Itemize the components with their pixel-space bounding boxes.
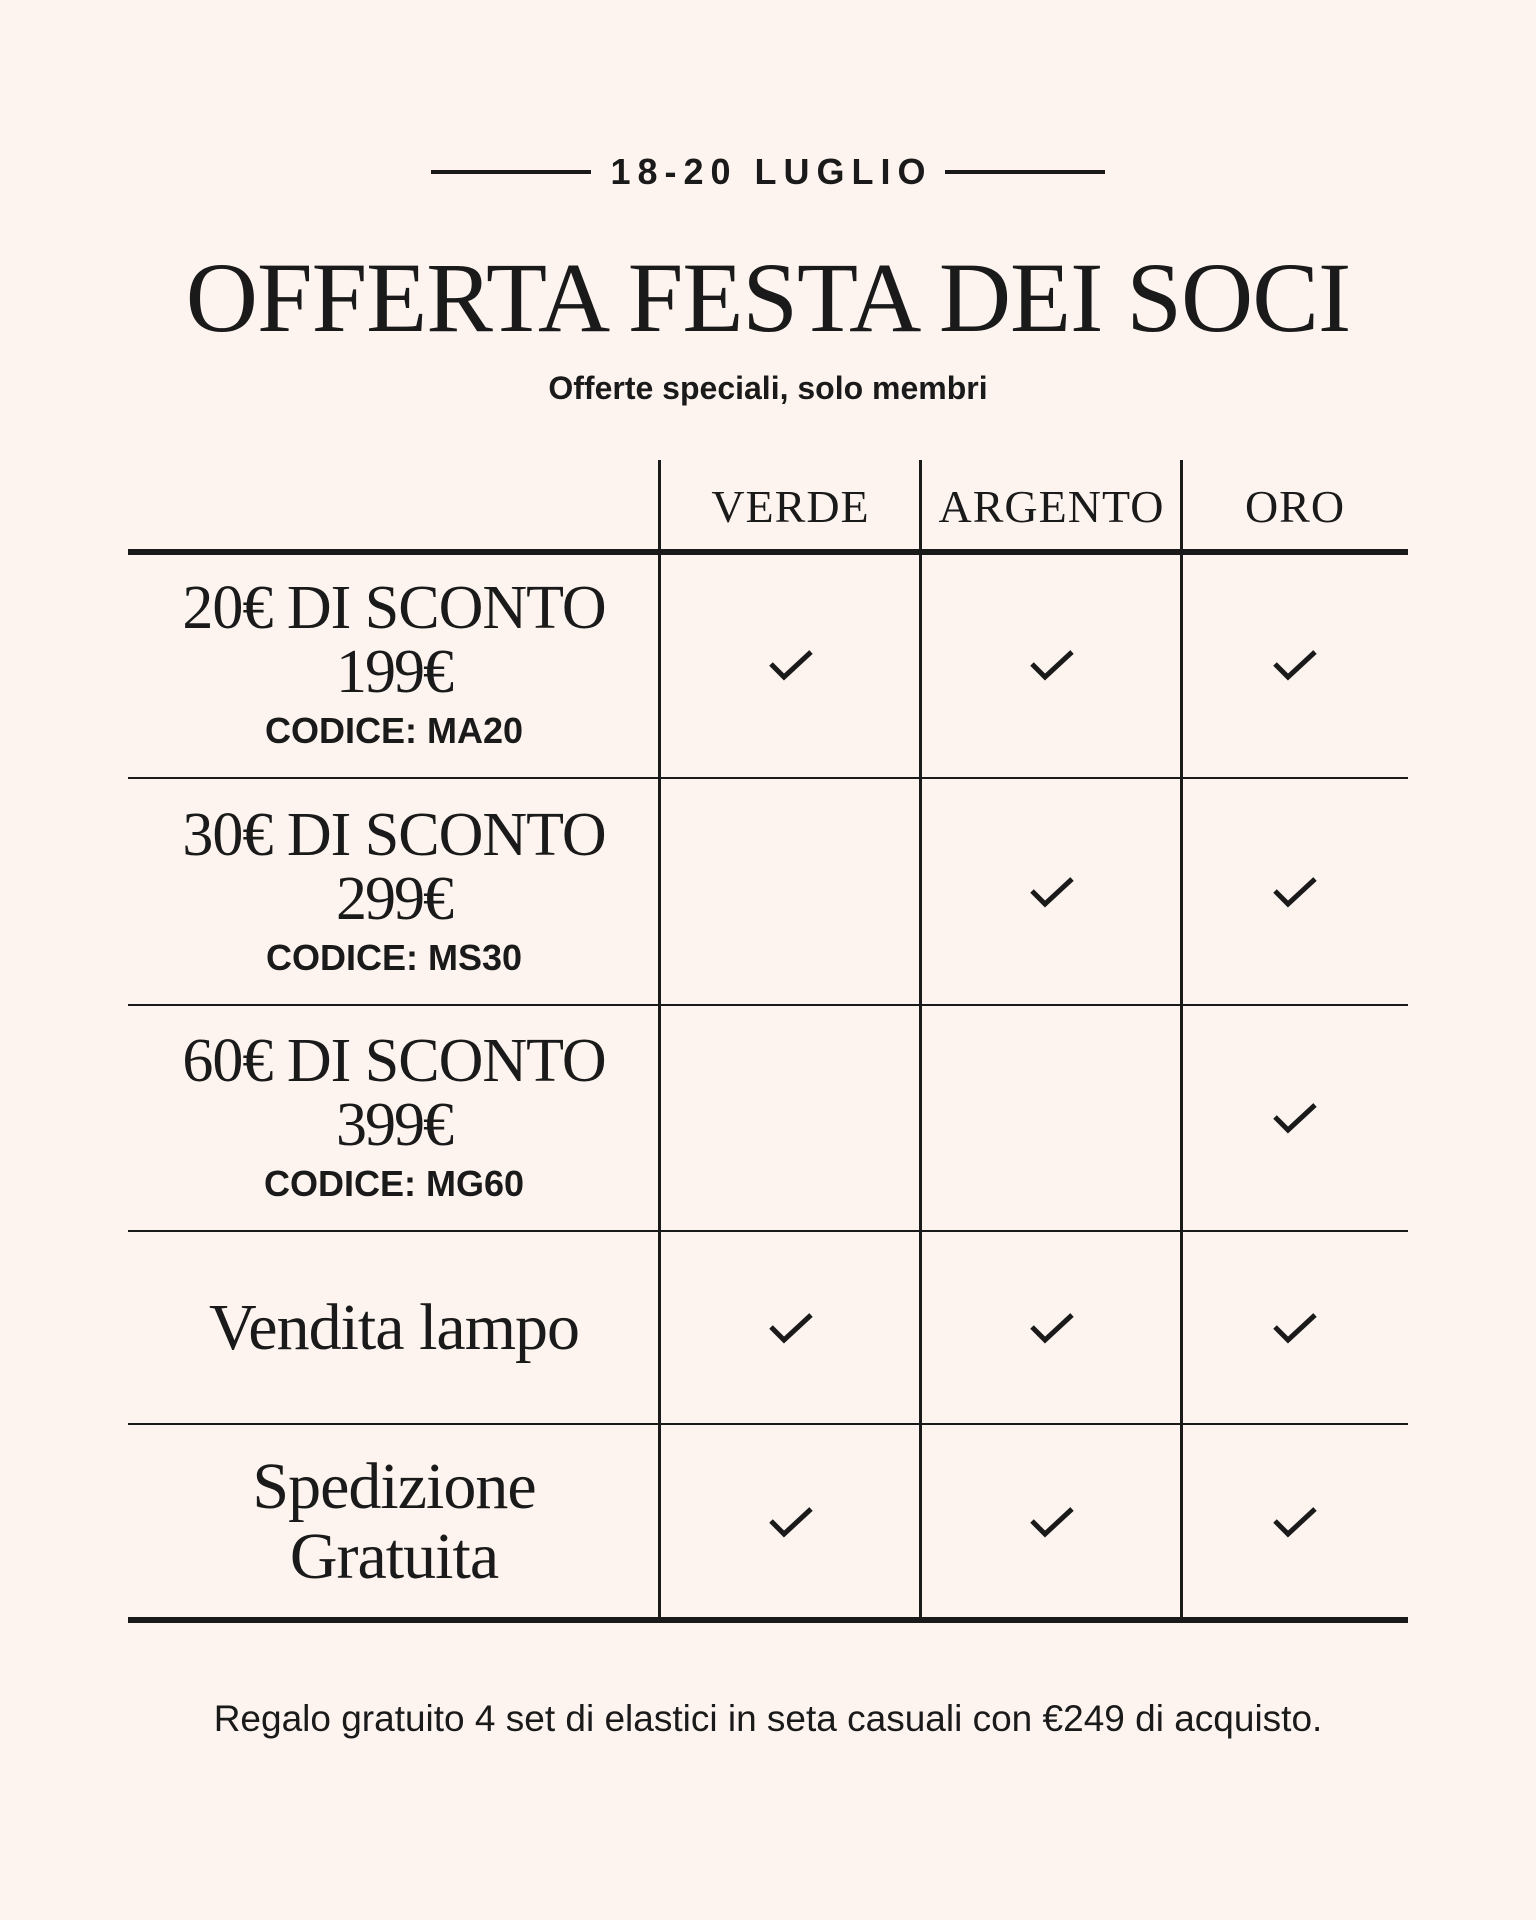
offer-label-cell (128, 552, 660, 778)
check-icon (1028, 1504, 1076, 1540)
check-icon (1271, 1310, 1319, 1346)
offer-label-cell (128, 778, 660, 1005)
date-rule-left (431, 170, 591, 174)
check-cell-argento (921, 1424, 1182, 1620)
date-label: 18-20 LUGLIO (610, 151, 933, 192)
discount-amount: 60€ DI SCONTO (182, 1027, 606, 1095)
date-banner (0, 150, 1536, 194)
page-subtitle: Offerte speciali, solo membri (548, 370, 988, 406)
check-cell-oro (1182, 552, 1408, 778)
check-icon (767, 647, 815, 683)
column-header-oro: ORO (1244, 480, 1346, 532)
check-cell-oro (1182, 1424, 1408, 1620)
offer-price: 299€ (336, 864, 452, 933)
check-icon (767, 1310, 815, 1346)
check-cell-oro (1182, 1231, 1408, 1424)
feature-label-cell (128, 1424, 660, 1620)
table-row (128, 552, 1408, 778)
row-divider (128, 1230, 1408, 1232)
check-icon (1028, 1310, 1076, 1346)
bottom-rule (128, 1617, 1408, 1623)
check-icon (1271, 1100, 1319, 1136)
check-icon (1271, 874, 1319, 910)
column-header-argento: ARGENTO (938, 480, 1165, 532)
check-icon (1028, 874, 1076, 910)
check-cell-oro (1182, 778, 1408, 1005)
row-divider (128, 1004, 1408, 1006)
check-cell-verde (660, 552, 921, 778)
check-cell-argento (921, 1005, 1182, 1231)
table-row (128, 1005, 1408, 1231)
feature-label-line-1: Spedizione (252, 1450, 536, 1523)
offer-price: 199€ (336, 638, 452, 706)
table-row (128, 778, 1408, 1005)
promo-code: CODICE: MS30 (265, 936, 523, 978)
promo-code: CODICE: MA20 (264, 710, 524, 751)
gift-note: Regalo gratuito 4 set di elastici in seta casuali con €249 di acquisto. (213, 1698, 1323, 1739)
column-divider (1180, 460, 1183, 1620)
check-icon (1028, 647, 1076, 683)
column-divider (658, 460, 661, 1620)
check-icon (1271, 647, 1319, 683)
feature-label: Vendita lampo (208, 1290, 580, 1364)
row-divider (128, 1423, 1408, 1425)
check-cell-verde (660, 1231, 921, 1424)
check-cell-argento (921, 1231, 1182, 1424)
offer-label-cell (128, 1005, 660, 1231)
table-row (128, 1424, 1408, 1620)
column-divider (919, 460, 922, 1620)
offer-price: 399€ (336, 1091, 452, 1159)
table-row (128, 1231, 1408, 1424)
check-cell-verde (660, 1424, 921, 1620)
discount-amount: 30€ DI SCONTO (182, 800, 606, 869)
check-cell-verde (660, 1005, 921, 1231)
check-icon (767, 1504, 815, 1540)
check-cell-verde (660, 778, 921, 1005)
row-divider (128, 777, 1408, 779)
page-title: OFFERTA FESTA DEI SOCI (185, 242, 1351, 353)
column-header-verde: VERDE (711, 480, 870, 532)
date-rule-right (945, 170, 1105, 174)
feature-label-cell (128, 1231, 660, 1424)
check-cell-oro (1182, 1005, 1408, 1231)
check-cell-argento (921, 552, 1182, 778)
check-cell-argento (921, 778, 1182, 1005)
discount-amount: 20€ DI SCONTO (182, 574, 606, 642)
header-rule (128, 549, 1408, 555)
feature-label-line-2: Gratuita (289, 1520, 499, 1593)
check-icon (1271, 1504, 1319, 1540)
promo-code: CODICE: MG60 (263, 1163, 525, 1204)
